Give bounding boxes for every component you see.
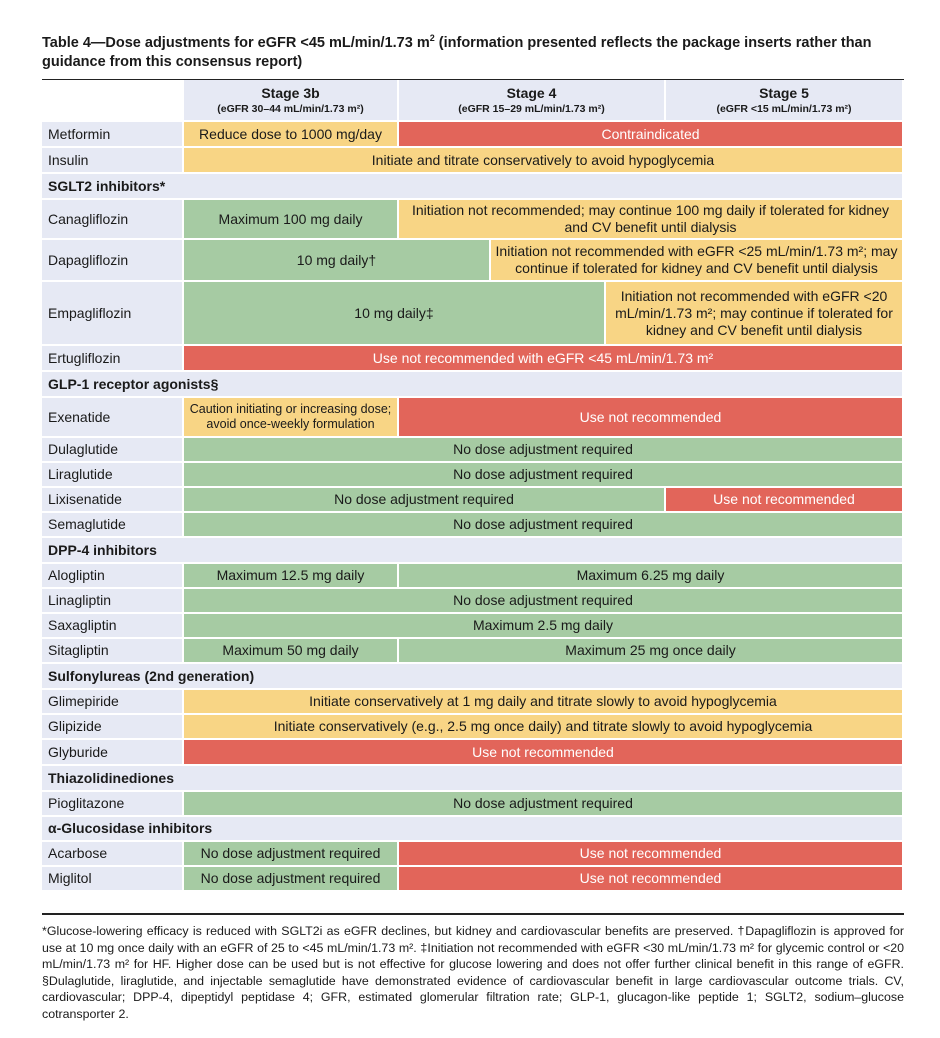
table-row [42,614,904,639]
table-title: Table 4—Dose adjustments for eGFR <45 mL/min/1.73 $m^2$ (information presented reflects the package inserts rather than guidance from this consensus report) [42,33,872,70]
drug-name: Lixisenatide [42,488,184,513]
drug-name: Liraglutide [42,463,184,488]
table-row [42,282,904,346]
section-heading: Sulfonylureas (2nd generation) [42,664,904,690]
dose-cell: Reduce dose to 1000 mg/day [184,122,399,148]
table-row [42,346,904,372]
dose-cell: No dose adjustment required [184,792,904,817]
dose-cell: Use not recommended [666,488,904,513]
drug-name: Metformin [42,122,184,148]
drug-name: Sitagliptin [42,639,184,664]
dose-cell: Maximum 100 mg daily [184,200,399,240]
drug-name: Saxagliptin [42,614,184,639]
section-heading: DPP-4 inhibitors [42,538,904,564]
dose-cell: Initiate conservatively at 1 mg daily and titrate slowly to avoid hypoglycemia [184,690,904,715]
drug-name: Dapagliflozin [42,240,184,282]
drug-name: Alogliptin [42,564,184,589]
table-row [42,792,904,817]
table-row [42,513,904,538]
bottom-rule [42,913,904,915]
dose-cell: Initiation not recommended with eGFR <20 mL/min/1.73 m²; may continue if tolerated for kidney and CV benefit until dialysis [606,282,904,346]
dose-adjustment-table [42,80,904,892]
table-row [42,398,904,438]
section-heading: SGLT2 inhibitors* [42,174,904,200]
table-row [42,240,904,282]
drug-name: Semaglutide [42,513,184,538]
table-row [42,715,904,740]
dose-cell: No dose adjustment required [184,867,399,892]
drug-name: Acarbose [42,842,184,867]
drug-name: Glimepiride [42,690,184,715]
drug-name: Linagliptin [42,589,184,614]
dose-cell: 10 mg daily‡ [184,282,606,346]
drug-name: Glyburide [42,740,184,766]
table-row [42,740,904,766]
drug-name: Pioglitazone [42,792,184,817]
table-row [42,690,904,715]
drug-name: Exenatide [42,398,184,438]
section-row [42,766,904,792]
dose-cell: No dose adjustment required [184,488,666,513]
header-stage-4: Stage 4 (eGFR 15–29 mL/min/1.73 m²) [399,80,666,122]
table-row [42,438,904,463]
dose-cell: 10 mg daily† [184,240,491,282]
drug-name: Empagliflozin [42,282,184,346]
header-stage-5: Stage 5 (eGFR <15 mL/min/1.73 m²) [666,80,904,122]
dose-cell: No dose adjustment required [184,842,399,867]
header-stage-3b: Stage 3b (eGFR 30–44 mL/min/1.73 m²) [184,80,399,122]
table-row [42,589,904,614]
drug-name: Insulin [42,148,184,174]
dose-cell: Maximum 50 mg daily [184,639,399,664]
dose-cell: Use not recommended [399,842,904,867]
section-row [42,372,904,398]
drug-name: Dulaglutide [42,438,184,463]
dose-cell: Use not recommended [399,867,904,892]
dose-cell: No dose adjustment required [184,513,904,538]
dose-cell: Use not recommended [184,740,904,766]
drug-name: Canagliflozin [42,200,184,240]
table-row [42,842,904,867]
table-row [42,867,904,892]
dose-cell: No dose adjustment required [184,438,904,463]
table-row [42,200,904,240]
table-row [42,463,904,488]
dose-cell: Initiate conservatively (e.g., 2.5 mg once daily) and titrate slowly to avoid hypoglycemia [184,715,904,740]
dose-cell: No dose adjustment required [184,463,904,488]
dose-cell: Initiation not recommended; may continue 100 mg daily if tolerated for kidney and CV benefit until dialysis [399,200,904,240]
drug-name: Glipizide [42,715,184,740]
dose-cell: Contraindicated [399,122,904,148]
dose-cell: Use not recommended with eGFR <45 mL/min/1.73 m² [184,346,904,372]
dose-cell: Maximum 25 mg once daily [399,639,904,664]
table-row [42,564,904,589]
dose-cell: Initiation not recommended with eGFR <25 mL/min/1.73 m²; may continue if tolerated for kidney and CV benefit until dialysis [491,240,904,282]
dose-cell: Maximum 12.5 mg daily [184,564,399,589]
table-row [42,148,904,174]
section-row [42,174,904,200]
section-heading: α-Glucosidase inhibitors [42,817,904,842]
table-row [42,122,904,148]
dose-cell: Maximum 6.25 mg daily [399,564,904,589]
header-blank [42,80,184,122]
section-heading: GLP-1 receptor agonists§ [42,372,904,398]
drug-name: Ertugliflozin [42,346,184,372]
header-row [42,80,904,122]
section-row [42,664,904,690]
dose-cell: No dose adjustment required [184,589,904,614]
dose-cell: Initiate and titrate conservatively to avoid hypoglycemia [184,148,904,174]
section-heading: Thiazolidinediones [42,766,904,792]
table-footnote: *Glucose-lowering efficacy is reduced with SGLT2i as eGFR declines, but kidney and cardiovascular benefits are preserved. †Dapagliflozin is approved for use at 10 mg once daily with an eGFR of 25 to <45 mL/min/1.73 m². ‡Initiation not recommended with eGFR <30 mL/min/1.73 m² for glycemic control or <20 mL/min/1.73 m² for HF. Higher dose can be used but is not effective for glucose lowering and does not offer further clinical benefit in this range of eGFR. §Dulaglutide, liraglutide, and injectable semaglutide have demonstrated evidence of cardiovascular benefit in large cardiovascular outcome trials. CV, cardiovascular; DPP-4, dipeptidyl peptidase 4; GFR, estimated glomerular filtration rate; GLP-1, glucagon-like peptide 1; SGLT2, sodium–glucose cotransporter 2. [42,924,904,1021]
section-row [42,538,904,564]
dose-cell: Use not recommended [399,398,904,438]
dose-cell: Maximum 2.5 mg daily [184,614,904,639]
section-row [42,817,904,842]
table-row [42,639,904,664]
dose-cell: Caution initiating or increasing dose; avoid once-weekly formulation [184,398,399,438]
table-row [42,488,904,513]
drug-name: Miglitol [42,867,184,892]
